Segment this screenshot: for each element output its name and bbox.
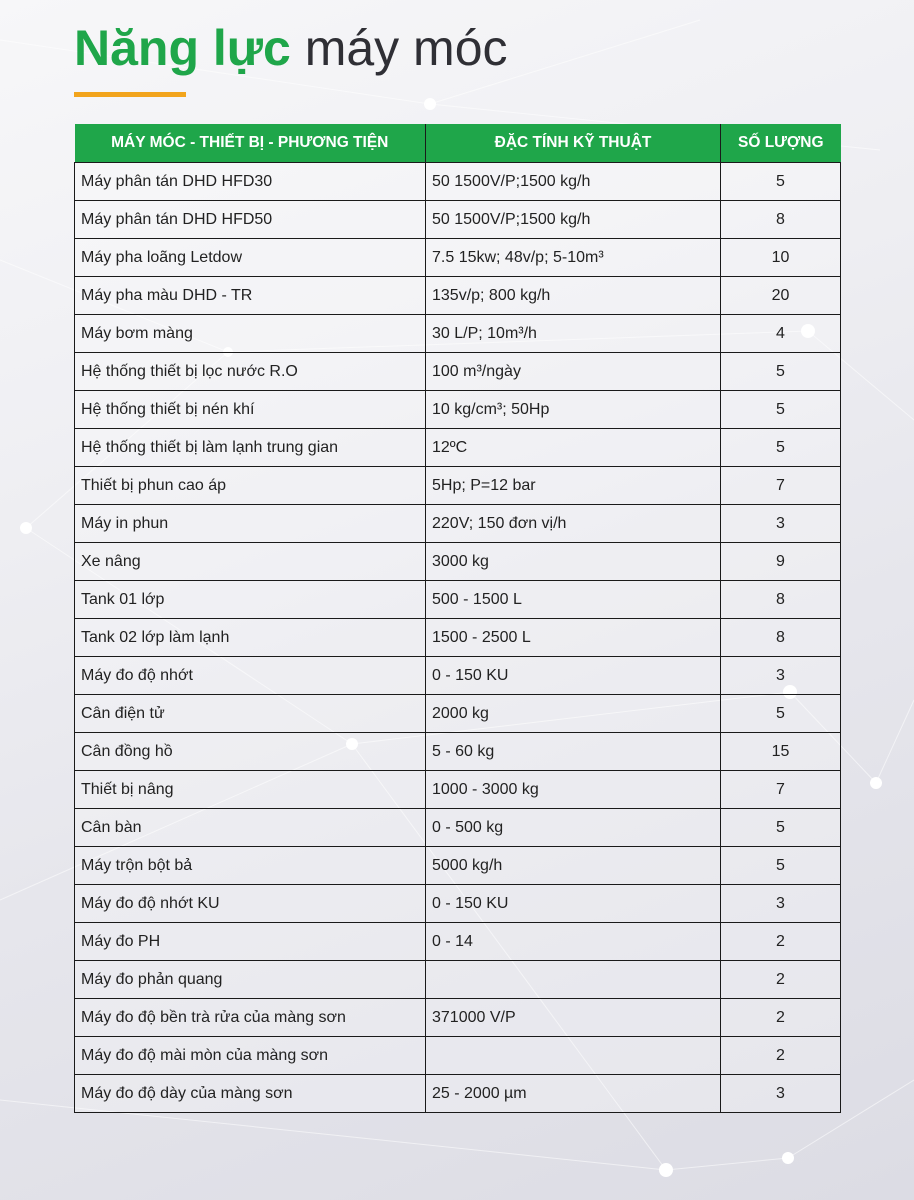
cell-spec bbox=[426, 961, 721, 999]
cell-spec: 1500 - 2500 L bbox=[426, 619, 721, 657]
title-underline bbox=[74, 92, 186, 97]
cell-quantity: 5 bbox=[721, 809, 841, 847]
cell-equipment: Máy đo độ nhớt bbox=[75, 657, 426, 695]
cell-spec: 50 1500V/P;1500 kg/h bbox=[426, 201, 721, 239]
equipment-table bbox=[74, 124, 841, 1113]
cell-spec: 0 - 14 bbox=[426, 923, 721, 961]
cell-quantity: 7 bbox=[721, 771, 841, 809]
cell-spec: 10 kg/cm³; 50Hp bbox=[426, 391, 721, 429]
table-row bbox=[75, 163, 841, 201]
table-row bbox=[75, 771, 841, 809]
cell-spec: 100 m³/ngày bbox=[426, 353, 721, 391]
table-row bbox=[75, 467, 841, 505]
cell-equipment: Máy đo PH bbox=[75, 923, 426, 961]
cell-quantity: 2 bbox=[721, 1037, 841, 1075]
header-specs: ĐẶC TÍNH KỸ THUẬT bbox=[426, 124, 721, 163]
cell-quantity: 3 bbox=[721, 885, 841, 923]
table-row bbox=[75, 733, 841, 771]
cell-quantity: 7 bbox=[721, 467, 841, 505]
cell-equipment: Máy đo độ dày của màng sơn bbox=[75, 1075, 426, 1113]
cell-equipment: Máy phân tán DHD HFD30 bbox=[75, 163, 426, 201]
cell-quantity: 8 bbox=[721, 619, 841, 657]
cell-spec: 1000 - 3000 kg bbox=[426, 771, 721, 809]
table-row bbox=[75, 277, 841, 315]
cell-quantity: 5 bbox=[721, 429, 841, 467]
table-row bbox=[75, 1037, 841, 1075]
table-row bbox=[75, 657, 841, 695]
cell-quantity: 5 bbox=[721, 163, 841, 201]
cell-quantity: 3 bbox=[721, 1075, 841, 1113]
cell-spec: 5 - 60 kg bbox=[426, 733, 721, 771]
cell-spec: 12ºC bbox=[426, 429, 721, 467]
cell-quantity: 5 bbox=[721, 847, 841, 885]
cell-quantity: 3 bbox=[721, 657, 841, 695]
cell-equipment: Xe nâng bbox=[75, 543, 426, 581]
cell-spec: 0 - 500 kg bbox=[426, 809, 721, 847]
cell-quantity: 5 bbox=[721, 695, 841, 733]
table-row bbox=[75, 391, 841, 429]
cell-equipment: Máy pha loãng Letdow bbox=[75, 239, 426, 277]
cell-spec: 3000 kg bbox=[426, 543, 721, 581]
header-equipment: MÁY MÓC - THIẾT BỊ - PHƯƠNG TIỆN bbox=[75, 124, 426, 163]
cell-spec: 220V; 150 đơn vị/h bbox=[426, 505, 721, 543]
cell-spec: 25 - 2000 µm bbox=[426, 1075, 721, 1113]
table-row bbox=[75, 619, 841, 657]
cell-quantity: 8 bbox=[721, 201, 841, 239]
cell-spec: 0 - 150 KU bbox=[426, 657, 721, 695]
table-row bbox=[75, 695, 841, 733]
cell-quantity: 5 bbox=[721, 391, 841, 429]
cell-spec: 500 - 1500 L bbox=[426, 581, 721, 619]
cell-equipment: Máy trộn bột bả bbox=[75, 847, 426, 885]
page-title-bold: Năng lực bbox=[74, 20, 291, 76]
cell-equipment: Hệ thống thiết bị làm lạnh trung gian bbox=[75, 429, 426, 467]
table-row bbox=[75, 315, 841, 353]
cell-spec: 371000 V/P bbox=[426, 999, 721, 1037]
cell-spec: 135v/p; 800 kg/h bbox=[426, 277, 721, 315]
cell-spec: 50 1500V/P;1500 kg/h bbox=[426, 163, 721, 201]
cell-spec: 2000 kg bbox=[426, 695, 721, 733]
table-header bbox=[75, 124, 841, 163]
page-title-light: máy móc bbox=[304, 20, 508, 76]
page-title bbox=[74, 18, 508, 78]
cell-spec: 5Hp; P=12 bar bbox=[426, 467, 721, 505]
cell-quantity: 4 bbox=[721, 315, 841, 353]
table-row bbox=[75, 999, 841, 1037]
cell-quantity: 2 bbox=[721, 961, 841, 999]
cell-spec: 7.5 15kw; 48v/p; 5-10m³ bbox=[426, 239, 721, 277]
table-row bbox=[75, 961, 841, 999]
table-row bbox=[75, 1075, 841, 1113]
cell-spec: 30 L/P; 10m³/h bbox=[426, 315, 721, 353]
cell-equipment: Cân bàn bbox=[75, 809, 426, 847]
table-row bbox=[75, 239, 841, 277]
cell-quantity: 15 bbox=[721, 733, 841, 771]
table-row bbox=[75, 847, 841, 885]
cell-equipment: Máy phân tán DHD HFD50 bbox=[75, 201, 426, 239]
table-row bbox=[75, 543, 841, 581]
cell-spec bbox=[426, 1037, 721, 1075]
cell-equipment: Máy đo độ nhớt KU bbox=[75, 885, 426, 923]
table-body bbox=[75, 163, 841, 1113]
cell-equipment: Tank 01 lớp bbox=[75, 581, 426, 619]
cell-quantity: 3 bbox=[721, 505, 841, 543]
cell-equipment: Cân đồng hồ bbox=[75, 733, 426, 771]
cell-quantity: 2 bbox=[721, 999, 841, 1037]
cell-spec: 5000 kg/h bbox=[426, 847, 721, 885]
cell-quantity: 10 bbox=[721, 239, 841, 277]
cell-quantity: 2 bbox=[721, 923, 841, 961]
cell-quantity: 8 bbox=[721, 581, 841, 619]
cell-quantity: 5 bbox=[721, 353, 841, 391]
table-row bbox=[75, 353, 841, 391]
cell-equipment: Thiết bị nâng bbox=[75, 771, 426, 809]
header-row bbox=[75, 124, 841, 163]
table-row bbox=[75, 885, 841, 923]
cell-equipment: Máy pha màu DHD - TR bbox=[75, 277, 426, 315]
cell-equipment: Cân điện tử bbox=[75, 695, 426, 733]
cell-spec: 0 - 150 KU bbox=[426, 885, 721, 923]
cell-equipment: Tank 02 lớp làm lạnh bbox=[75, 619, 426, 657]
cell-equipment: Hệ thống thiết bị nén khí bbox=[75, 391, 426, 429]
header-quantity: SỐ LƯỢNG bbox=[721, 124, 841, 163]
cell-equipment: Máy đo độ bền trà rửa của màng sơn bbox=[75, 999, 426, 1037]
cell-equipment: Hệ thống thiết bị lọc nước R.O bbox=[75, 353, 426, 391]
cell-equipment: Máy in phun bbox=[75, 505, 426, 543]
table-row bbox=[75, 923, 841, 961]
cell-quantity: 20 bbox=[721, 277, 841, 315]
table-row bbox=[75, 201, 841, 239]
table-row bbox=[75, 505, 841, 543]
cell-quantity: 9 bbox=[721, 543, 841, 581]
cell-equipment: Máy bơm màng bbox=[75, 315, 426, 353]
table-row bbox=[75, 429, 841, 467]
cell-equipment: Máy đo phản quang bbox=[75, 961, 426, 999]
table-row bbox=[75, 809, 841, 847]
cell-equipment: Thiết bị phun cao áp bbox=[75, 467, 426, 505]
cell-equipment: Máy đo độ mài mòn của màng sơn bbox=[75, 1037, 426, 1075]
table-row bbox=[75, 581, 841, 619]
